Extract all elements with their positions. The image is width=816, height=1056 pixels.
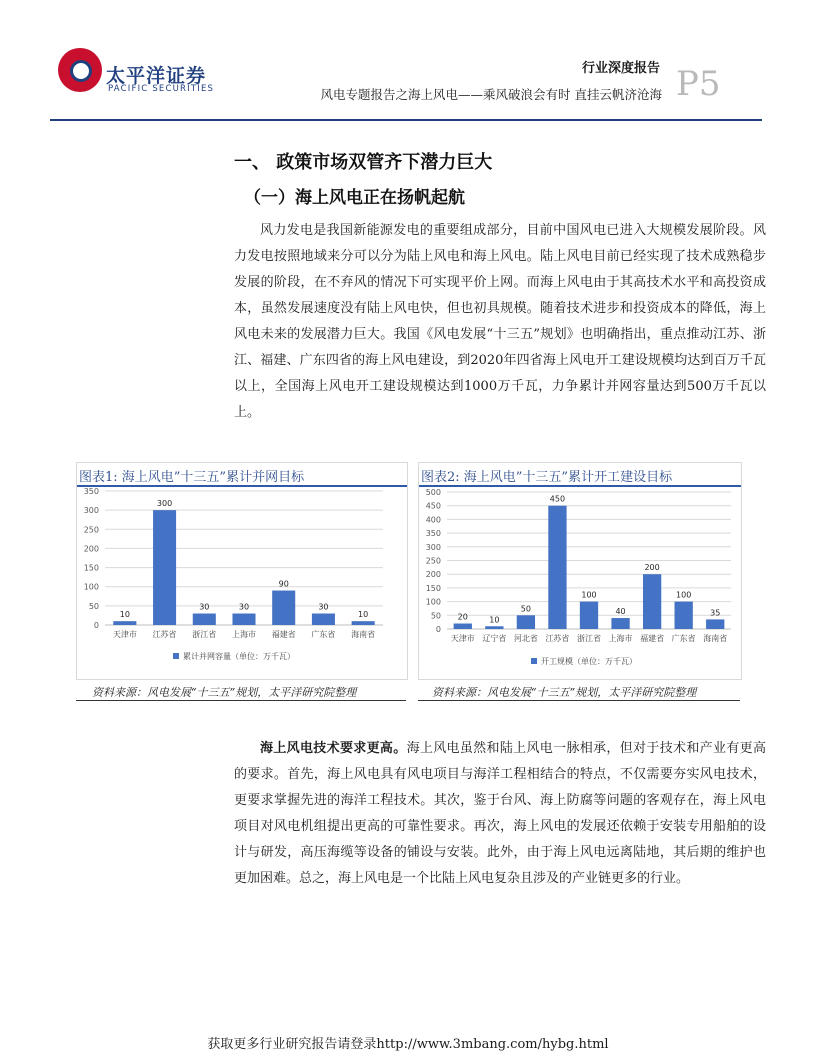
figure-2-title: 图表2: 海上风电”十三五”累计开工建设目标	[421, 470, 673, 485]
tech-paragraph	[234, 736, 766, 892]
company-name-cn: 太平洋证券	[106, 65, 207, 87]
bar	[580, 602, 598, 629]
x-tick-label: 海南省	[703, 634, 728, 643]
tech-paragraph-body: 海上风电虽然和陆上风电一脉相承，但对于技术和产业有更高的要求。首先，海上风电具有风电项目与海洋工程相结合的特点，不仅需要夯实风电技术，更要求掌握先进的海洋工程技术。其次，鉴于台风、海上防腐等问题的客观存在，海上风电项目对风电机组提出更高的可靠性要求。再次，海上风电的发展还依赖于安装专用船舶的设计与研发，高压海缆等设备的铺设与安装。此外，由于海上风电远离陆地，其后期的维护也更加困难。总之，海上风电是一个比陆上风电复杂且涉及的产业链更多的行业。	[234, 741, 766, 886]
bar	[232, 614, 255, 625]
data-label: 10	[119, 610, 130, 620]
legend-swatch	[531, 658, 537, 664]
legend-swatch	[173, 653, 179, 659]
y-tick-label: 400	[425, 515, 441, 525]
data-label: 30	[199, 602, 210, 612]
bar	[454, 624, 472, 629]
data-label: 50	[520, 604, 531, 614]
figure-1-source: 资料来源：风电发展“十三五”规划，太平洋研究院整理	[92, 686, 357, 699]
data-label: 30	[318, 602, 329, 612]
bar	[113, 621, 136, 625]
x-tick-label: 江苏省	[545, 634, 570, 643]
y-tick-label: 250	[425, 556, 441, 566]
bar	[193, 614, 216, 625]
report-type: 行业深度报告	[581, 61, 660, 76]
y-tick-label: 500	[425, 488, 441, 497]
data-label: 300	[156, 499, 173, 509]
x-tick-label: 广东省	[671, 634, 696, 643]
data-label: 35	[710, 608, 721, 618]
y-tick-label: 50	[88, 601, 99, 611]
y-tick-label: 50	[430, 611, 441, 621]
figure-1	[76, 462, 408, 680]
bar	[643, 574, 661, 629]
x-tick-label: 河北省	[513, 634, 538, 643]
bar	[312, 614, 335, 625]
section-heading: 一、 政策市场双管齐下潜力巨大	[234, 152, 493, 173]
x-tick-label: 天津市	[112, 630, 137, 639]
data-label: 10	[358, 610, 369, 620]
page-number: P5	[676, 64, 721, 104]
x-tick-label: 江苏省	[152, 630, 177, 639]
tech-paragraph-text	[234, 736, 766, 892]
bar	[675, 602, 693, 629]
y-tick-label: 300	[83, 506, 99, 516]
figure-2-source-rule	[418, 700, 740, 701]
company-logo-inner-icon	[70, 60, 92, 82]
data-label: 200	[644, 563, 660, 573]
bar	[611, 618, 629, 629]
x-tick-label: 海南省	[351, 630, 376, 639]
bar	[485, 626, 503, 629]
subsection-heading: （一）海上风电正在扬帆起航	[244, 188, 465, 208]
header-divider	[50, 119, 762, 121]
y-tick-label: 450	[425, 501, 441, 511]
bar	[706, 619, 724, 629]
bar	[352, 621, 375, 625]
figure-1-title: 图表1: 海上风电”十三五”累计并网目标	[79, 470, 305, 485]
legend-label: 累计并网容量（单位：万千瓦）	[183, 652, 295, 661]
y-tick-label: 350	[83, 487, 99, 496]
y-tick-label: 200	[83, 544, 99, 554]
y-tick-label: 0	[435, 625, 441, 634]
x-tick-label: 浙江省	[192, 630, 217, 639]
report-subtitle: 风电专题报告之海上风电——乘风破浪会有时 直挂云帆济沧海	[320, 87, 662, 102]
data-label: 100	[581, 590, 597, 600]
intro-paragraph	[234, 218, 766, 426]
legend-label: 开工规模（单位：万千瓦）	[541, 657, 637, 666]
data-label: 10	[489, 615, 500, 625]
figure-2	[418, 462, 742, 680]
data-label: 40	[615, 607, 626, 617]
x-tick-label: 辽宁省	[482, 634, 507, 643]
data-label: 100	[676, 590, 692, 600]
figure-2-source: 资料来源：风电发展“十三五”规划，太平洋研究院整理	[432, 686, 697, 699]
y-tick-label: 300	[425, 542, 441, 552]
data-label: 20	[457, 612, 468, 622]
bar	[548, 506, 566, 629]
chart-grid-connected-target	[77, 463, 407, 679]
y-tick-label: 200	[425, 570, 441, 580]
y-tick-label: 100	[83, 582, 99, 592]
data-label: 90	[278, 579, 289, 589]
y-tick-label: 0	[93, 621, 99, 630]
figure-1-source-rule	[76, 700, 406, 701]
bar	[153, 510, 176, 625]
x-tick-label: 上海市	[608, 634, 633, 643]
y-tick-label: 250	[83, 525, 99, 535]
footer-link[interactable]: 获取更多行业研究报告请登录http://www.3mbang.com/hybg.html	[207, 1037, 609, 1052]
bar	[272, 591, 295, 625]
y-tick-label: 100	[425, 597, 441, 607]
y-tick-label: 350	[425, 529, 441, 539]
x-tick-label: 福建省	[640, 634, 665, 643]
y-tick-label: 150	[83, 563, 99, 573]
chart-construction-target	[419, 463, 741, 679]
x-tick-label: 浙江省	[577, 634, 601, 643]
tech-paragraph-lead: 海上风电技术要求更高。	[260, 741, 407, 756]
y-tick-label: 150	[425, 583, 441, 593]
x-tick-label: 天津市	[450, 634, 475, 643]
data-label: 30	[238, 602, 250, 612]
data-label: 450	[549, 494, 566, 504]
company-name-en: PACIFIC SECURITIES	[108, 84, 215, 94]
x-tick-label: 广东省	[311, 630, 336, 639]
x-tick-label: 福建省	[271, 630, 296, 639]
x-tick-label: 上海市	[232, 630, 256, 639]
bar	[517, 615, 535, 629]
intro-paragraph-text: 风力发电是我国新能源发电的重要组成部分，目前中国风电已进入大规模发展阶段。风力发电按照地域来分可以分为陆上风电和海上风电。陆上风电目前已经实现了技术成熟稳步发展的阶段，在不弃风的情况下可实现平价上网。而海上风电由于其高技术水平和高投资成本，虽然发展速度没有陆上风电快，但也初具规模。随着技术进步和投资成本的降低，海上风电未来的发展潜力巨大。我国《风电发展“十三五”规划》也明确指出，重点推动江苏、浙江、福建、广东四省的海上风电建设，到2020年四省海上风电开工建设规模均达到百万千瓦以上，全国海上风电开工建设规模达到1000万千瓦，力争累计并网容量达到500万千瓦以上。	[234, 223, 766, 420]
